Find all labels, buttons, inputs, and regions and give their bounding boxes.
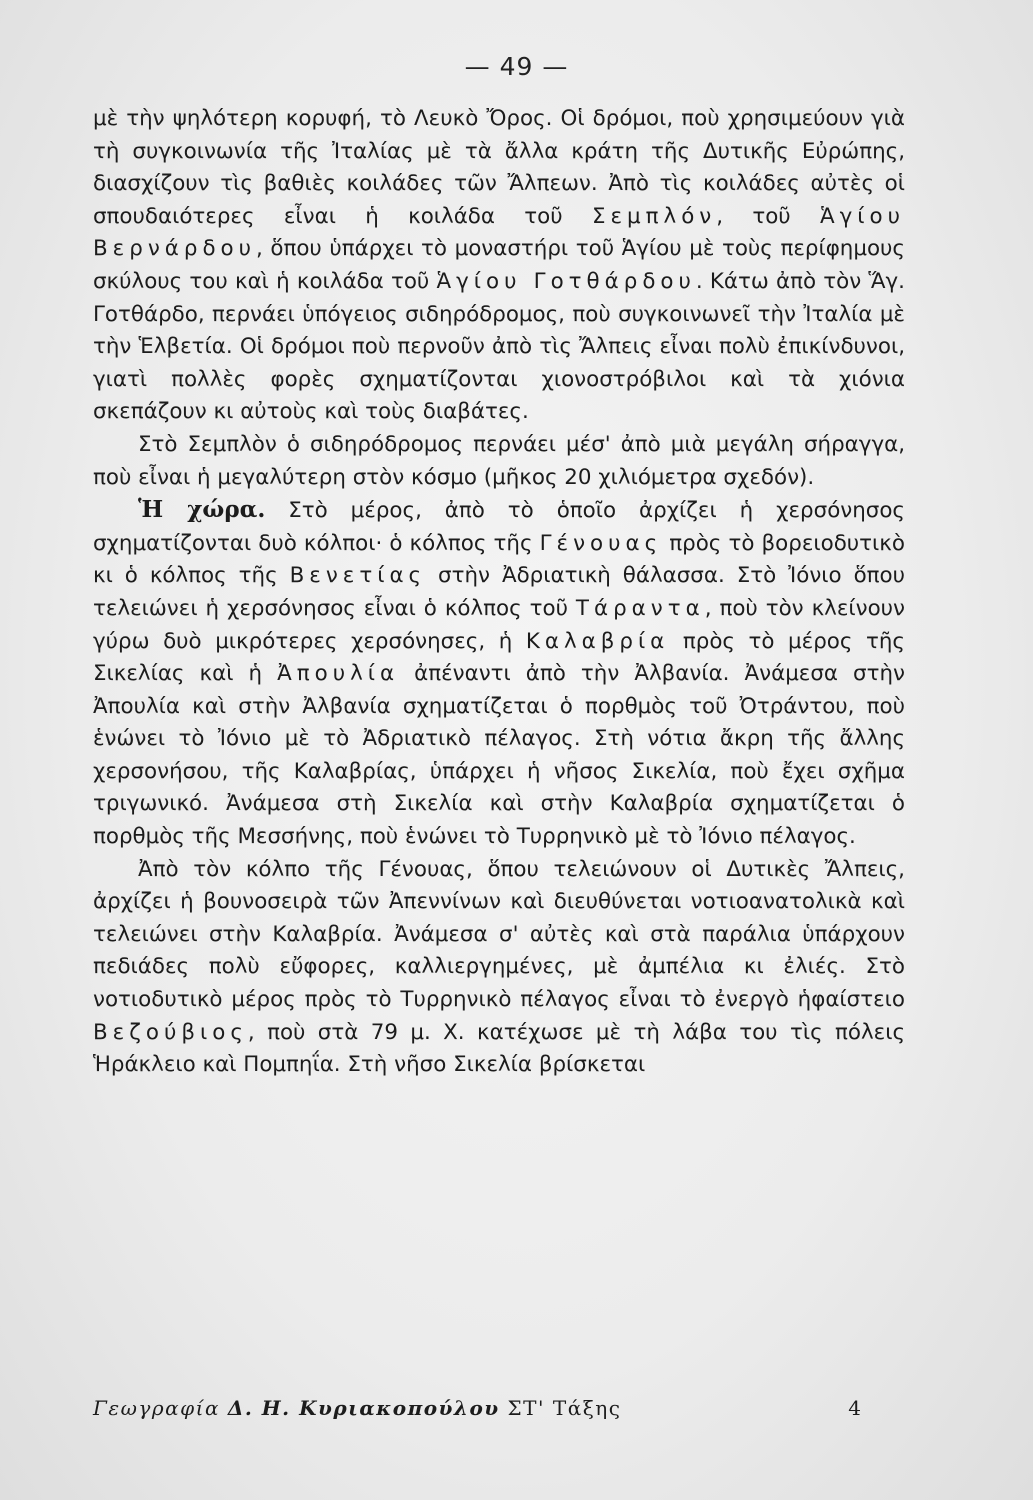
footer-grade: ΣΤ' Τάξης [499, 1396, 622, 1420]
emphasized-place-name: Σεμπλόν [591, 203, 717, 229]
page-number: — 49 — [464, 52, 569, 81]
text-run: ἀπέναντι ἀπὸ τὴν Ἀλβανία. Ἀνάμεσα στὴν Ἀπουλία καὶ στὴν Ἀλβανία σχηματίζεται ὁ πορθμὸς τοῦ Ὀτράντου, ποὺ ἑνώνει τὸ Ἰόνιο μὲ τὸ Ἀδριατικὸ πέλαγος. Στὴ νότια ἄκρη τῆς ἄλλης χερσονήσου, τῆς Καλαβρίας, ὑπάρχει ἡ νῆσος Σικελία, ποὺ ἔχει σχῆμα τριγωνικό. Ἀνάμεσα στὴ Σικελία καὶ στὴν Καλαβρία σχηματίζεται ὁ πορθμὸς τῆς Μεσσήνης, ποὺ ἑνώνει τὸ Τυρρηνικὸ μὲ τὸ Ἰόνιο πέλαγος. [93, 661, 905, 850]
text-run: , ποὺ στὰ 79 μ. Χ. κατέχωσε μὲ τὴ λάβα του τὶς πόλεις Ἡράκλειο καὶ Πομπηΐα. Στὴ νῆσο Σικελία βρίσκεται [93, 1019, 905, 1078]
text-run: Στὸ μέρος, ἀπὸ τὸ ὁποῖο ἀρχίζει ἡ χερσόνησος σχηματίζονται δυὸ κόλποι· ὁ κόλπος τῆς [93, 498, 905, 556]
text-run: Στὸ Σεμπλὸν ὁ σιδηρόδρομος περνάει μέσ' ἀπὸ μιὰ μεγάλη σήραγγα, ποὺ εἶναι ἡ μεγαλύτερη στὸν κόσμο (μῆκος 20 χιλιόμετρα σχεδόν). [93, 431, 905, 490]
paragraph [93, 854, 905, 1082]
page-footer [93, 1396, 905, 1420]
text-run: μὲ τὴν ψηλότερη κορυφή, τὸ Λευκὸ Ὄρος. Οἱ δρόμοι, ποὺ χρησιμεύουν γιὰ τὴ συγκοινωνία τῆς Ἰταλίας μὲ τὰ ἄλλα κράτη τῆς Δυτικῆς Εὐρώπης, διασχίζουν τὶς βαθιὲς κοιλάδες τῶν Ἄλπεων. Ἀπὸ τὶς κοιλάδες αὐτὲς οἱ σπουδαιότερες εἶναι ἡ κοιλάδα τοῦ [93, 106, 905, 229]
paragraph [93, 103, 905, 429]
footer-author: Δ. Η. Κυριακοπούλου [227, 1396, 500, 1420]
text-run: στὴν Ἀδριατικὴ θάλασσα. Στὸ Ἰόνιο ὅπου τελειώνει ἡ χερσόνησος εἶναι ὁ κόλπος τοῦ [93, 563, 905, 621]
emphasized-place-name: Τάραντα [575, 595, 705, 621]
text-run: πρὸς τὸ βορειοδυτικὸ κι ὁ κόλπος τῆς [93, 530, 905, 589]
footer-subject: Γεωγραφία [93, 1396, 228, 1420]
emphasized-place-name: Καλαβρία [525, 628, 670, 654]
paragraph [93, 429, 905, 494]
footer-book-title [93, 1396, 621, 1420]
text-run: Ἀπὸ τὸν κόλπο τῆς Γένουας, ὅπου τελειώνουν οἱ Δυτικὲς Ἄλπεις, ἀρχίζει ἡ βουνοσειρὰ τῶν Ἀπεννίνων καὶ διευθύνεται νοτιοανατολικὰ καὶ τελειώνει στὴν Καλαβρία. Ἀνάμεσα σ' αὐτὲς καὶ στὰ παράλια ὑπάρχουν πεδιάδες πολὺ εὔφορες, καλλιεργημένες, μὲ ἀμπέλια κι ἐλιές. Στὸ νοτιοδυτικὸ μέρος πρὸς τὸ Τυρρηνικὸ πέλαγος εἶναι τὸ ἐνεργὸ ἡφαίστειο [93, 856, 905, 1013]
paragraph [93, 494, 905, 854]
emphasized-place-name: Βεζούβιος [93, 1019, 248, 1045]
text-run: , ὅπου ὑπάρχει τὸ μοναστήρι τοῦ Ἁγίου μὲ τοὺς περίφημους σκύλους του καὶ ἡ κοιλάδα τοῦ [93, 236, 905, 294]
section-heading: Ἡ χώρα. [138, 496, 266, 524]
emphasized-place-name: Ἁγίου Βερνάρδου [93, 203, 905, 262]
emphasized-place-name: Γένουας [539, 530, 663, 556]
emphasized-place-name: Βενετίας [289, 563, 427, 589]
emphasized-place-name: Ἁγίου Γοτθάρδου [436, 268, 696, 294]
text-run: πρὸς τὸ μέρος τῆς Σικελίας καὶ ἡ [93, 628, 905, 687]
footer-signature-number: 4 [848, 1396, 861, 1420]
text-run: , ποὺ τὸν κλείνουν γύρω δυὸ μικρότερες χερσόνησες, ἡ [93, 595, 905, 654]
text-run: . Κάτω ἀπὸ τὸν Ἅγ. Γοτθάρδο, περνάει ὑπόγειος σιδηρόδρομος, ποὺ συγκοινωνεῖ τὴν Ἰταλία μὲ τὴν Ἑλβετία. Οἱ δρόμοι ποὺ περνοῦν ἀπὸ τὶς Ἄλπεις εἶναι πολὺ ἐπικίνδυνοι, γιατὶ πολλὲς φορὲς σχηματίζονται χιονοστρόβιλοι καὶ τὰ χιόνια σκεπάζουν κι αὐτοὺς καὶ τοὺς διαβάτες. [93, 268, 905, 425]
emphasized-place-name: Ἀπουλία [277, 661, 400, 687]
text-run: , τοῦ [716, 203, 820, 229]
body-text [93, 103, 905, 1082]
